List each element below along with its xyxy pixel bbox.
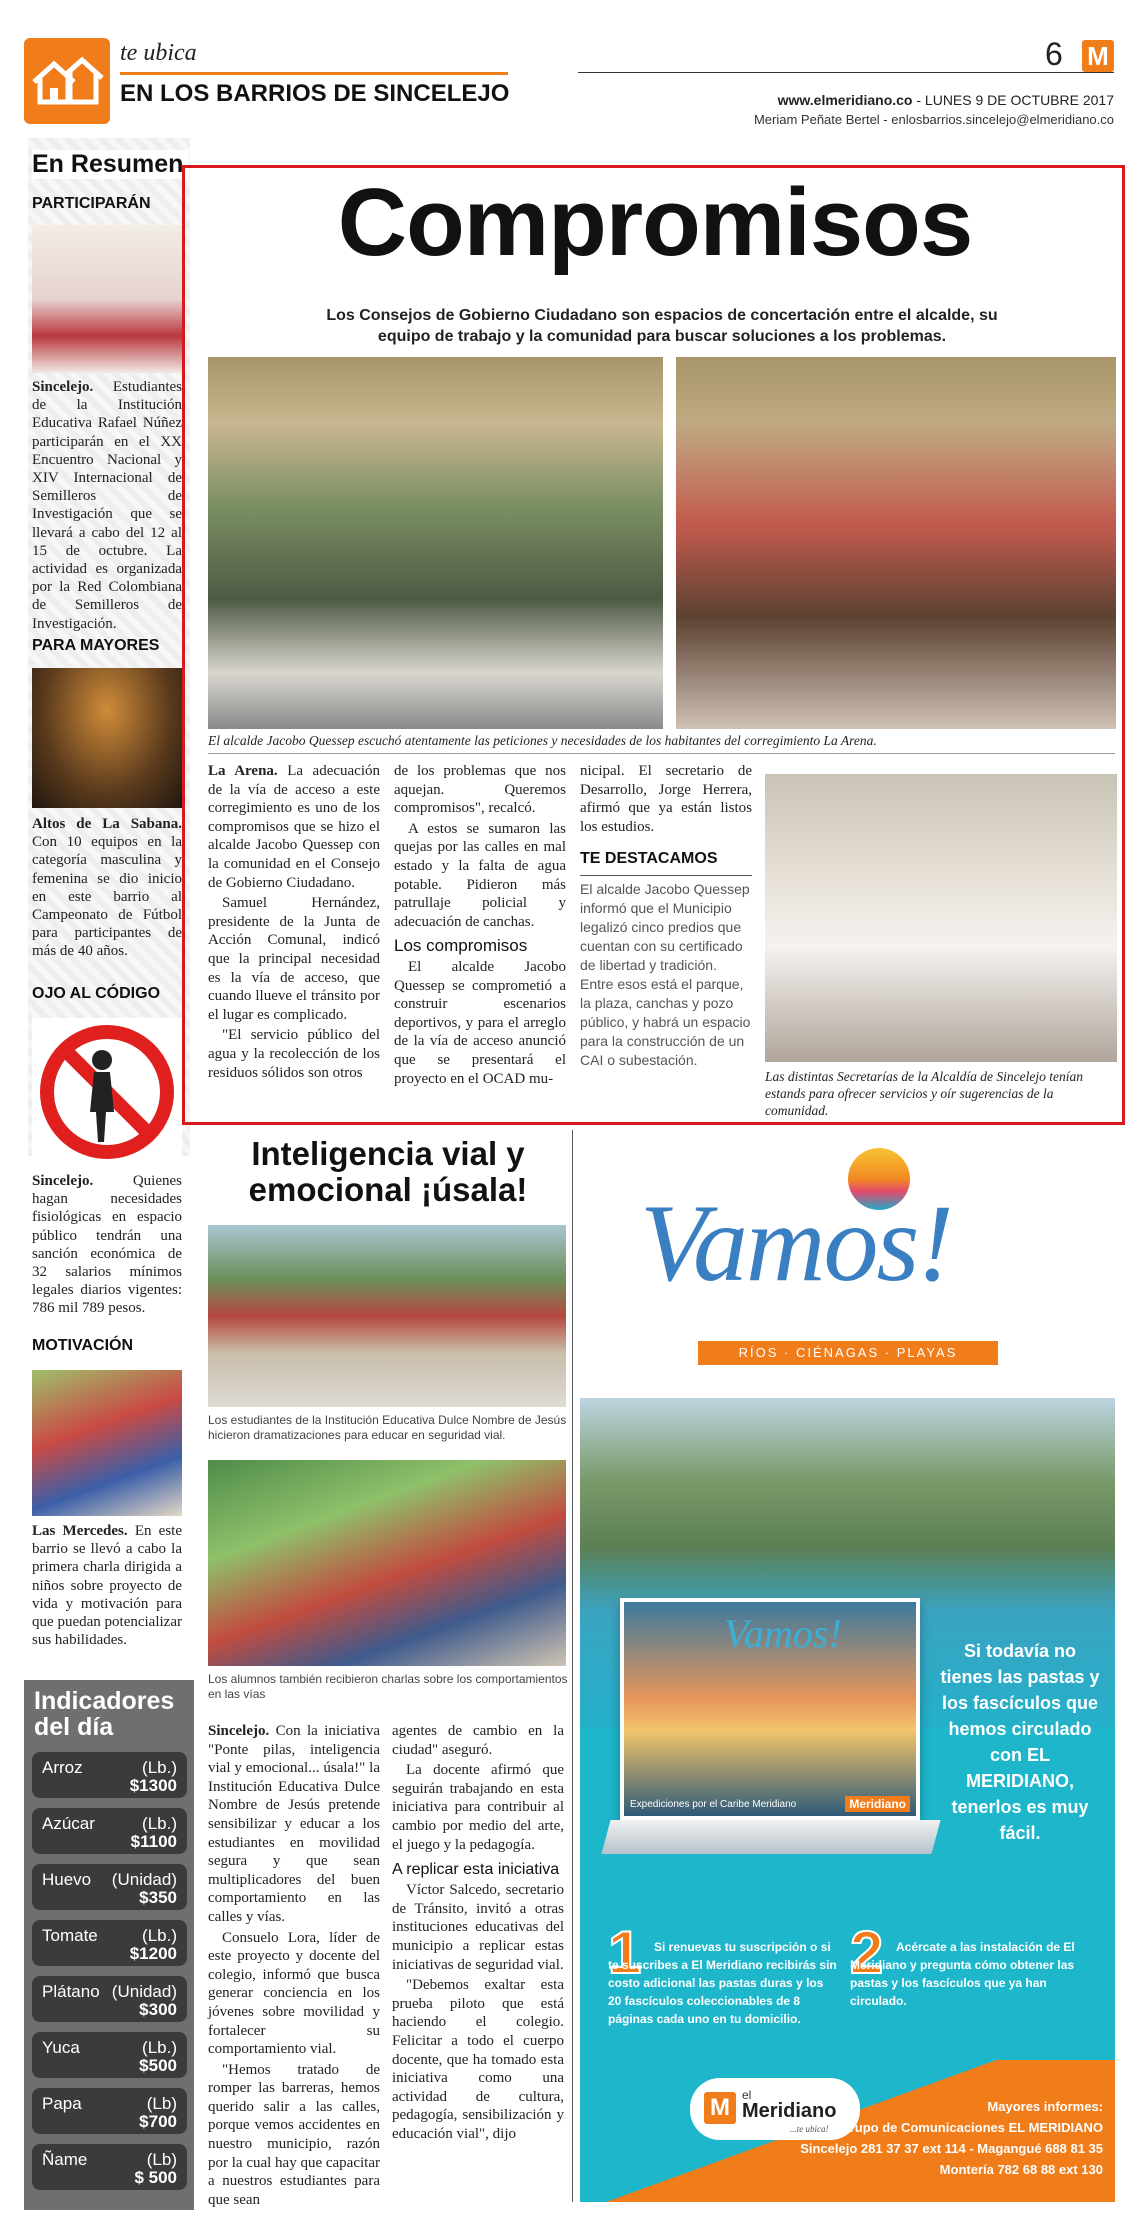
ad-tagline-3: PLAYAS (896, 1345, 958, 1360)
second-col1-para-2: Consuelo Lora, líder de este proyecto y docente del colegio, informó que busca generar conciencia en los jóvenes sobre movilidad y fortalecer su comportamiento vial. (208, 1929, 380, 2058)
dateline (778, 92, 1114, 108)
no-urinating-sign (32, 1018, 182, 1166)
main-col2-para-3: El alcalde Jacobo Quessep se comprometió a construir escenarios deportivos, y para el arreglo de la vía de acceso anunció que se presentará el proyecto en el OCAD mu- (394, 958, 566, 1087)
sidebar-lead-4: Las Mercedes. (32, 1523, 128, 1539)
indicator-price: $1300 (129, 1776, 177, 1795)
indicator-row-name (32, 2144, 187, 2190)
ad-contact (783, 2096, 1103, 2180)
second-col2-para-2: La docente afirmó que seguirán trabajando en esta iniciativa para contribuir al cambio por medio del arte, el juego y la pedagogía. (392, 1762, 564, 1853)
main-col2-para-2: A estos se sumaron las quejas por las calles en mal estado y la falta de agua potable. Pidieron más patrullaje policial y adecuación de canchas. (394, 820, 566, 930)
section-title: EN LOS BARRIOS DE SINCELEJO (120, 80, 510, 107)
second-subhead: A replicar esta iniciativa (392, 1861, 560, 1879)
indicator-unit: (Lb.) (142, 1926, 177, 1945)
second-column-2 (392, 1722, 564, 2145)
ad-logo-name: Meridiano (742, 2100, 837, 2122)
indicator-row-yuca (32, 2032, 187, 2078)
indicator-row-platano (32, 1976, 187, 2022)
second-col1-para-1 (208, 1722, 380, 1927)
brand-logo-m (1082, 40, 1114, 72)
photo-government-stands (765, 774, 1117, 1062)
second-col1-text-1: Con la iniciativa "Ponte pilas, inteligencia vial y emocional... úsala!" la Institución Educativa Dulce Nombre de Jesús pretende sensibilizar y educar a los estudiantes en movilidad segura y que sean multiplicadores del buen comportamiento en las calles y vías. (208, 1723, 380, 1925)
sidebar-lead-3: Sincelejo. (32, 1173, 94, 1189)
indicator-row-azucar (32, 1808, 187, 1854)
indicator-unit: (Lb.) (142, 1758, 177, 1777)
ad-cover-title: Vamos! (724, 1611, 842, 1656)
sidebar-text-1 (32, 378, 182, 633)
second-headline (208, 1136, 568, 1208)
indicator-name: Papa (42, 2094, 82, 2113)
sidebar-text-2 (32, 815, 182, 961)
indicator-price: $700 (139, 2112, 177, 2131)
photo-mayor-council (208, 357, 663, 729)
main-col1-para-1 (208, 762, 380, 892)
indicator-row-huevo (32, 1864, 187, 1910)
main-col1-para-3: "El servicio público del agua y la recolección de los residuos sólidos son otros (208, 1027, 380, 1081)
ad-magazine-cover (620, 1598, 920, 1820)
sidebar-body-1: Estudiantes de la Institución Educativa Rafael Núñez participarán en el XX Encuentro Nacional y XIV Internacional de Semilleros de Investigación que se llevará a cabo del 12 al 15 de octubre. La actividad es organizada por la Red Colombiana de Semilleros de Investigación. (32, 379, 182, 632)
section-rule (120, 72, 508, 75)
ad-cover-subtitle: Expediciones por el Caribe Meridiano (630, 1799, 797, 1810)
sidebar-head-3: OJO AL CÓDIGO (32, 985, 161, 1002)
sidebar-photo-4 (32, 1370, 182, 1516)
indicators-title-line-2: del día (34, 1713, 114, 1741)
indicator-name: Arroz (42, 1758, 83, 1777)
ad-tagline-bar: RÍOS · CIÉNAGAS · PLAYAS (698, 1341, 998, 1365)
main-headline: Compromisos (337, 169, 973, 276)
ad-tagline-1: RÍOS (738, 1345, 779, 1360)
sidebar-body-2: Con 10 equipos en la categoría masculina y femenina se dio inicio en este barrio al Campeonato de Fútbol para participantes de más de 40 años. (32, 834, 182, 960)
sidebar-lead-1: Sincelejo. (32, 379, 94, 395)
main-column-1 (208, 762, 380, 1084)
website-link[interactable]: www.elmeridiano.co (777, 92, 913, 108)
second-headline-line-2: emocional ¡úsala! (248, 1171, 528, 1208)
sidebar-photo-1 (32, 225, 182, 373)
indicators-title-line-1: Indicadores (34, 1687, 175, 1715)
ad-cover-brand: Meridiano (845, 1796, 910, 1812)
indicator-price: $350 (139, 1888, 177, 1907)
indicator-name: Ñame (42, 2150, 88, 2169)
ad-brand: Vamos! (640, 1182, 952, 1304)
indicator-price: $ 500 (134, 2168, 177, 2187)
indicator-name: Azúcar (42, 1814, 95, 1833)
indicator-name: Plátano (42, 1982, 100, 2001)
sidebar-head-4: MOTIVACIÓN (32, 1337, 134, 1354)
ad-step2-text: Acércate a las instalación de El Meridiano y pregunta cómo obtener las pastas y los fascículos que ya han circulado. (850, 1940, 1075, 2008)
section-logo (24, 38, 110, 124)
section-kicker: te ubica (120, 40, 197, 66)
main-column-2 (394, 762, 566, 1090)
main-caption-1: El alcalde Jacobo Quessep escuchó atentamente las peticiones y necesidades de los habitantes del corregimiento La Arena. (208, 733, 877, 748)
main-col1-text-1: La adecuación de la vía de acceso a este corregimiento es uno de los compromisos que se hizo el alcalde Jacobo Quessep con la comunidad en el Consejo de Gobierno Ciudadano. (208, 763, 380, 891)
main-col2-para-1: de los problemas que nos aquejan. Queremos compromisos", recalcó. (394, 763, 566, 817)
ad-contact-line-2: Sincelejo 281 37 37 ext 114 - Magangué 688 81 35 (800, 2141, 1103, 2156)
sidebar-text-4 (32, 1522, 182, 1649)
byline: Meriam Peñate Bertel - enlosbarrios.sincelejo@elmeridiano.co (753, 112, 1114, 127)
header-rule (578, 72, 1114, 73)
indicator-unit: (Unidad) (111, 1982, 177, 2001)
second-col2-para-1: agentes de cambio en la ciudad" aseguró. (392, 1723, 564, 1758)
indicator-price: $500 (139, 2056, 177, 2075)
indicator-unit: (Lb) (146, 2094, 177, 2113)
houses-icon (24, 38, 110, 124)
indicator-unit: (Lb) (146, 2150, 177, 2169)
sidebar-lead-2: Altos de La Sabana. (32, 816, 182, 832)
ad-step1-number: 1 (608, 1919, 642, 1986)
second-caption-2: Los alumnos también recibieron charlas sobre los comportamientos en las vías (208, 1672, 568, 1701)
sidebar-text-3 (32, 1172, 182, 1318)
second-col2-para-3: Víctor Salcedo, secretario de Tránsito, invitó a otras instituciones educativas del municipio a replicar estas iniciativas de seguridad vial. (392, 1882, 564, 1973)
sidebar-body-4: En este barrio se llevó a cabo la primera charla dirigida a niños sobre proyecto de vida y motivación para que puedan potencializar sus habilidades. (32, 1523, 182, 1649)
highlight-head: TE DESTACAMOS (580, 850, 752, 876)
indicator-price: $300 (139, 2000, 177, 2019)
ad-pitch: Si todavía no tienes las pastas y los fascículos que hemos circulado con EL MERIDIANO, tenerlos es muy fácil. (940, 1641, 1100, 1843)
vamos-advertisement[interactable] (580, 1130, 1115, 2202)
main-col3-para-1: nicipal. El secretario de Desarrollo, Jorge Herrera, afirmó que ya están listos los estudios. (580, 763, 752, 835)
second-col1-para-3: "Hemos tratado de romper las barreras, hemos querido salir a las calles, porque vemos accidentes en nuestro municipio, razón por la cual hay que capacitar a nuestros estudiantes para que sean (208, 2061, 380, 2208)
second-col2-para-4: "Debemos exaltar esta prueba piloto que está haciendo el colegio. Felicitar a todo el cuerpo docente, que ha tomado esta iniciativa como una actividad de cultura, pedagogía, sensibilización y educación vial", dijo (392, 1977, 564, 2142)
indicator-price: $1200 (129, 1944, 177, 1963)
ad-fascicles-stack (601, 1820, 940, 1854)
highlight-body: El alcalde Jacobo Quessep informó que el Municipio legalizó cinco predios que cuentan con su certificado de libertad y tradición. Entre esos está el parque, la plaza, canchas y pozo público, y habrá un espacio para la construcción de un CAI o subestación. (580, 880, 751, 1068)
column-divider (572, 1130, 573, 2202)
prohibited-icon (32, 1018, 182, 1166)
ad-tagline-2: CIÉNAGAS (795, 1345, 880, 1360)
sidebar-body-3: Quienes hagan necesidades fisiológicas en espacio público tendrán una sanción económica de 32 salarios mínimos legales diarios vigentes: 786 mil 789 pesos. (32, 1173, 182, 1317)
page-number: 6 (1045, 36, 1063, 72)
main-lead: La Arena. (208, 763, 278, 779)
brand-logo-letter: M (1087, 41, 1109, 71)
indicators-title (34, 1688, 174, 1740)
ad-step2-number: 2 (850, 1919, 884, 1986)
indicator-price: $1100 (130, 1832, 177, 1851)
indicator-unit: (Lb.) (142, 2038, 177, 2057)
ad-logo-tagline: ...te ubica! (790, 2124, 829, 2134)
indicator-row-arroz (32, 1752, 187, 1798)
indicator-name: Yuca (42, 2038, 80, 2057)
indicator-unit: (Lb.) (142, 1814, 177, 1833)
sidebar-title: En Resumen (32, 150, 189, 179)
sidebar-head-1: PARTICIPARÁN (32, 195, 151, 212)
ad-contact-head: Mayores informes: (987, 2099, 1103, 2114)
ad-contact-line-3: Montería 782 68 88 ext 130 (939, 2162, 1103, 2177)
second-caption-1: Los estudiantes de la Institución Educativa Dulce Nombre de Jesús hicieron dramatizaciones para educar en seguridad vial. (208, 1413, 567, 1442)
second-headline-line-1: Inteligencia vial y (251, 1135, 525, 1172)
indicator-name: Tomate (42, 1926, 98, 1945)
photo-road-safety-drama (208, 1225, 566, 1407)
sidebar-head-2: PARA MAYORES (32, 637, 160, 654)
main-col1-para-2: Samuel Hernández, presidente de la Junta de Acción Comunal, indicó que la principal necesidad es la vía de acceso, que cuando llueve el tránsito por el lugar es complicado. (208, 895, 380, 1023)
photo-students-talk (208, 1460, 566, 1666)
caption-rule (208, 753, 1115, 754)
sidebar-photo-2 (32, 668, 182, 808)
main-deck: Los Consejos de Gobierno Ciudadano son espacios de concertación entre el alcalde, su equipo de trabajo y la comunidad para buscar soluciones a los problemas. (326, 307, 998, 345)
date-text: - LUNES 9 DE OCTUBRE 2017 (912, 92, 1114, 108)
main-column-3 (580, 762, 752, 1072)
ad-logo-el: el (742, 2088, 752, 2102)
ad-step1-text: Si renuevas tu suscripción o si te suscribes a El Meridiano recibirás sin costo adicional las pastas duras y los 20 fascículos coleccionables de 8 páginas cada uno en tu domicilio. (608, 1940, 837, 2026)
ad-logo-m-icon: M (704, 2092, 736, 2124)
second-lead: Sincelejo. (208, 1723, 270, 1739)
indicator-row-tomate (32, 1920, 187, 1966)
photo-community-crowd (676, 357, 1116, 729)
indicator-unit: (Unidad) (111, 1870, 177, 1889)
indicator-name: Huevo (42, 1870, 92, 1889)
second-column-1 (208, 1722, 380, 2211)
ad-contact-line-1: Grupo de Comunicaciones EL MERIDIANO (839, 2120, 1103, 2135)
indicator-row-papa (32, 2088, 187, 2134)
main-caption-2: Las distintas Secretarías de la Alcaldía de Sincelejo tenían estands para ofrecer servicios y oír sugerencias de la comunidad. (765, 1069, 1083, 1118)
main-subhead: Los compromisos (394, 936, 528, 956)
